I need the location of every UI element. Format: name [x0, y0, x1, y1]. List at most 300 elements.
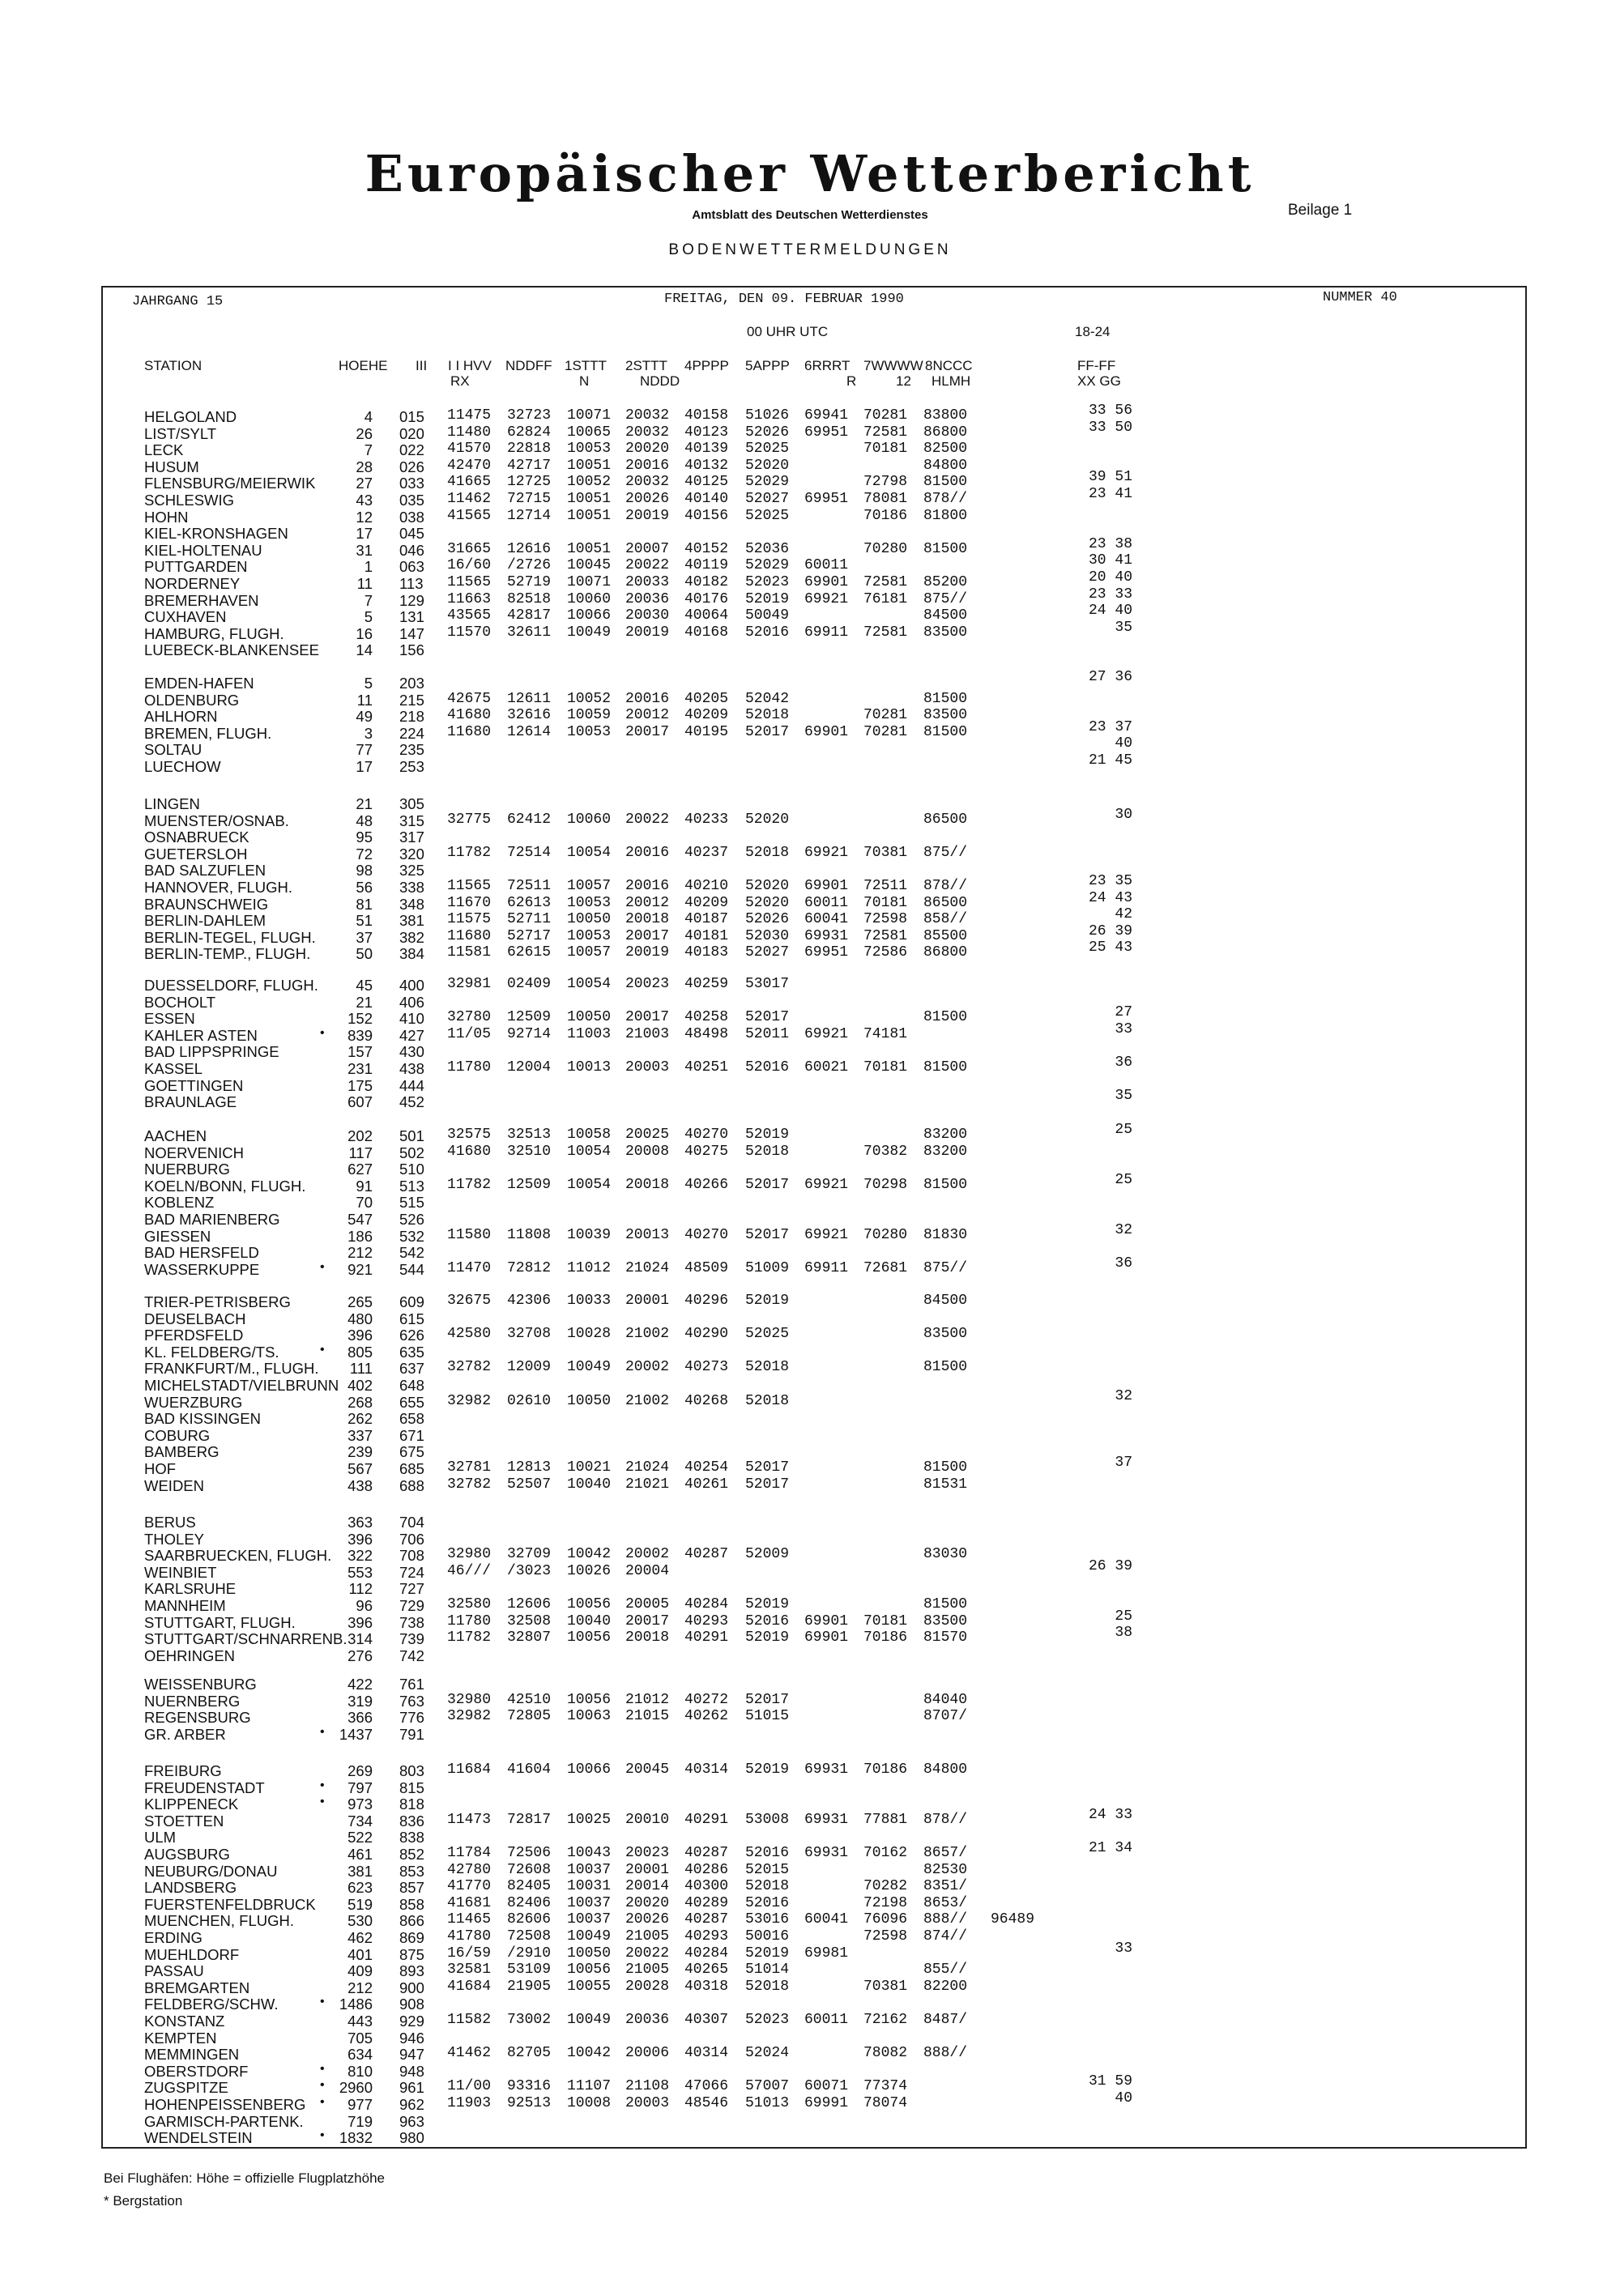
station-iii: 688	[399, 1476, 424, 1494]
station-hoehe: 314	[347, 1630, 373, 1648]
station-name: BERLIN-TEGEL, FLUGH.	[144, 928, 316, 946]
station-iii: 218	[399, 708, 424, 726]
col-header-c1b: RX	[450, 373, 470, 389]
station-hoehe: 239	[347, 1443, 373, 1461]
group-c9: 878//	[923, 491, 968, 507]
station-iii: 852	[399, 1846, 424, 1863]
station-hoehe: 705	[347, 2029, 373, 2047]
group-c9: 84800	[923, 457, 968, 474]
group-c7: 69921	[804, 1025, 849, 1042]
group-c9: 875//	[923, 1259, 968, 1276]
group-c6: 52016	[745, 1612, 790, 1629]
group-c3: 10049	[567, 624, 612, 641]
group-c3: 10021	[567, 1459, 612, 1476]
station-name: DUESSELDORF, FLUGH.	[144, 977, 318, 994]
group-c2: 72817	[507, 1811, 552, 1828]
station-iii: 544	[399, 1260, 424, 1278]
col-header-c4b: NDDD	[640, 373, 680, 389]
jahrgang-label: JAHRGANG 15	[132, 294, 224, 309]
group-c2: 12813	[507, 1459, 552, 1476]
station-name: WEISSENBURG	[144, 1676, 257, 1693]
station-name: OEHRINGEN	[144, 1646, 236, 1664]
group-c4: 20007	[625, 540, 670, 557]
group-c6: 52019	[745, 1293, 790, 1309]
group-c6: 52018	[745, 1359, 790, 1376]
group-c4: 20001	[625, 1861, 670, 1878]
group-c7: 69901	[804, 878, 849, 894]
group-c5: 40209	[684, 894, 729, 911]
group-c1: 41680	[447, 1143, 492, 1160]
group-c6: 52020	[745, 457, 790, 474]
station-iii: 063	[399, 558, 424, 576]
station-iii: 635	[399, 1343, 424, 1361]
group-c3: 10049	[567, 2012, 612, 2028]
group-c3: 11012	[567, 1259, 612, 1276]
group-c6: 52019	[745, 1596, 790, 1612]
station-iii: 348	[399, 895, 424, 913]
station-name: KIEL-HOLTENAU	[144, 541, 262, 559]
group-c1: 32675	[447, 1293, 492, 1309]
station-iii: 706	[399, 1530, 424, 1548]
group-c9: 888//	[923, 1911, 968, 1928]
group-c8: 70381	[863, 1978, 908, 1995]
group-c5: 40195	[684, 723, 729, 740]
station-name: ULM	[144, 1829, 177, 1847]
group-c3: 10051	[567, 457, 612, 474]
group-c2: 92513	[507, 2095, 552, 2111]
station-iii: 818	[399, 1795, 424, 1813]
station-iii: 444	[399, 1076, 424, 1094]
group-c6: 53008	[745, 1811, 790, 1828]
group-c4: 20017	[625, 1612, 670, 1629]
group-c5: 40293	[684, 1928, 729, 1945]
group-c3: 10056	[567, 1629, 612, 1646]
group-c1: 41565	[447, 507, 492, 524]
station-name: ERDING	[144, 1929, 202, 1946]
group-c2: 82705	[507, 2045, 552, 2062]
group-c5: 40205	[684, 690, 729, 707]
group-c5: 40307	[684, 2012, 729, 2028]
station-iii: 853	[399, 1862, 424, 1880]
group-c3: 10050	[567, 1392, 612, 1409]
group-c1: 11580	[447, 1226, 492, 1243]
station-hoehe: 462	[347, 1929, 373, 1946]
group-c4: 20002	[625, 1546, 670, 1563]
mountain-station-marker: •	[320, 2128, 325, 2143]
group-c9: 81500	[923, 1176, 968, 1193]
station-hoehe: 43	[356, 492, 373, 509]
group-c6: 52023	[745, 574, 790, 590]
station-name: MANNHEIM	[144, 1597, 226, 1614]
group-c6: 52017	[745, 1176, 790, 1193]
group-c5: 40284	[684, 1596, 729, 1612]
group-c4: 20023	[625, 1845, 670, 1861]
group-c2: 92714	[507, 1025, 552, 1042]
station-name: KONSTANZ	[144, 2013, 225, 2030]
col-header-c7b: R	[846, 373, 857, 389]
col-header-hoehe: HOEHE	[339, 358, 388, 373]
group-c2: 32513	[507, 1127, 552, 1143]
group-c4: 20003	[625, 2095, 670, 2111]
group-c5: 40290	[684, 1326, 729, 1343]
group-c3: 10055	[567, 1978, 612, 1995]
group-c2: 42817	[507, 607, 552, 624]
group-c7: 69901	[804, 1629, 849, 1646]
station-iii: 727	[399, 1580, 424, 1598]
station-hoehe: 16	[356, 624, 373, 642]
group-c8: 70186	[863, 507, 908, 524]
station-iii: 147	[399, 624, 424, 642]
station-iii: 763	[399, 1692, 424, 1710]
group-c4: 20008	[625, 1143, 670, 1160]
station-name: GIESSEN	[144, 1227, 211, 1245]
group-c1: 11780	[447, 1059, 492, 1076]
group-c2: 12611	[507, 690, 552, 707]
group-c8: 72586	[863, 944, 908, 961]
station-iii: 542	[399, 1244, 424, 1262]
station-hoehe: 3	[364, 724, 373, 742]
group-c8: 78074	[863, 2095, 908, 2111]
station-hoehe: 480	[347, 1310, 373, 1327]
station-hoehe: 396	[347, 1530, 373, 1548]
station-hoehe: 175	[347, 1076, 373, 1094]
group-c7: 60041	[804, 1911, 849, 1928]
group-c1: 46///	[447, 1562, 492, 1579]
wind-gust: 24 33	[1088, 1806, 1132, 1823]
group-c5: 40233	[684, 811, 729, 828]
group-c4: 21002	[625, 1392, 670, 1409]
group-c9: 83500	[923, 707, 968, 724]
group-c1: 11565	[447, 878, 492, 894]
group-c4: 20032	[625, 474, 670, 491]
station-hoehe: 96	[356, 1597, 373, 1614]
station-hoehe: 977	[347, 2096, 373, 2113]
group-c2: 11808	[507, 1226, 552, 1243]
group-c2: 32709	[507, 1546, 552, 1563]
station-iii: 515	[399, 1194, 424, 1212]
group-c1: 11581	[447, 944, 492, 961]
station-hoehe: 77	[356, 741, 373, 759]
station-hoehe: 409	[347, 1962, 373, 1980]
group-c7: 69941	[804, 407, 849, 424]
station-iii: 685	[399, 1460, 424, 1477]
group-c3: 10033	[567, 1293, 612, 1309]
station-hoehe: 363	[347, 1514, 373, 1531]
group-c1: 32782	[447, 1359, 492, 1376]
wind-gust: 38	[1115, 1625, 1132, 1642]
group-extra: 96489	[991, 1911, 1035, 1928]
group-c3: 10050	[567, 1009, 612, 1026]
group-c8: 70281	[863, 407, 908, 424]
group-c4: 20017	[625, 927, 670, 944]
station-iii: 026	[399, 458, 424, 475]
station-hoehe: 381	[347, 1862, 373, 1880]
group-c1: 41770	[447, 1878, 492, 1895]
group-c2: 93316	[507, 2078, 552, 2095]
station-name: NUERBURG	[144, 1161, 230, 1178]
station-iii: 738	[399, 1613, 424, 1631]
group-c4: 20018	[625, 1629, 670, 1646]
station-hoehe: 519	[347, 1895, 373, 1913]
group-c3: 10053	[567, 894, 612, 911]
station-iii: 253	[399, 758, 424, 775]
station-name: FUERSTENFELDBRUCK	[144, 1895, 316, 1913]
group-c1: 31665	[447, 540, 492, 557]
mountain-station-marker: •	[320, 1259, 325, 1274]
group-c8: 70281	[863, 707, 908, 724]
group-c2: 52717	[507, 927, 552, 944]
station-name: KARLSRUHE	[144, 1580, 237, 1598]
station-iii: 015	[399, 408, 424, 425]
time-label: 00 UHR UTC	[747, 324, 829, 339]
mountain-station-marker: •	[320, 1025, 325, 1040]
group-c5: 48546	[684, 2095, 729, 2111]
group-c6: 52025	[745, 507, 790, 524]
station-name: BAD HERSFELD	[144, 1244, 259, 1262]
group-c7: 69921	[804, 844, 849, 861]
station-name: HELGOLAND	[144, 408, 237, 425]
station-hoehe: 396	[347, 1327, 373, 1344]
group-c2: 32508	[507, 1612, 552, 1629]
group-c9: 858//	[923, 911, 968, 928]
group-c4: 20004	[625, 1562, 670, 1579]
group-c6: 52016	[745, 1059, 790, 1076]
group-c2: 82406	[507, 1894, 552, 1911]
group-c2: 32510	[507, 1143, 552, 1160]
group-c2: 62824	[507, 424, 552, 441]
group-c9: 82200	[923, 1978, 968, 1995]
station-hoehe: 4	[364, 408, 373, 425]
group-c2: 42717	[507, 457, 552, 474]
group-c6: 57007	[745, 2078, 790, 2095]
group-c5: 40158	[684, 407, 729, 424]
wind-gust: 33	[1115, 1940, 1132, 1957]
group-c1: 11782	[447, 1629, 492, 1646]
group-c1: 32782	[447, 1476, 492, 1493]
station-hoehe: 17	[356, 758, 373, 775]
group-c5: 40273	[684, 1359, 729, 1376]
station-hoehe: 27	[356, 475, 373, 492]
group-c4: 20020	[625, 1894, 670, 1911]
station-iii: 675	[399, 1443, 424, 1461]
station-iii: 858	[399, 1895, 424, 1913]
group-c4: 20023	[625, 976, 670, 992]
station-hoehe: 11	[356, 575, 373, 592]
group-c2: 52719	[507, 574, 552, 590]
station-name: GR. ARBER	[144, 1725, 226, 1743]
station-name: BAD SALZUFLEN	[144, 862, 266, 880]
wind-gust: 27 36	[1088, 669, 1132, 685]
station-name: KL. FELDBERG/TS.	[144, 1343, 279, 1361]
station-hoehe: 322	[347, 1547, 373, 1565]
group-c4: 20010	[625, 1811, 670, 1828]
col-header-c9b: HLMH	[932, 373, 971, 389]
station-hoehe: 202	[347, 1127, 373, 1144]
station-iii: 046	[399, 541, 424, 559]
group-c6: 52018	[745, 844, 790, 861]
station-iii: 502	[399, 1144, 424, 1161]
group-c4: 21002	[625, 1326, 670, 1343]
group-c2: 42510	[507, 1691, 552, 1708]
group-c9: 81500	[923, 1459, 968, 1476]
station-hoehe: 530	[347, 1912, 373, 1930]
wind-gust: 33 56	[1088, 403, 1132, 419]
station-hoehe: 810	[347, 2062, 373, 2080]
station-iii: 045	[399, 525, 424, 543]
group-c3: 10054	[567, 1176, 612, 1193]
group-c5: 40293	[684, 1612, 729, 1629]
station-hoehe: 212	[347, 1979, 373, 1996]
station-name: LUEBECK-BLANKENSEE	[144, 641, 319, 659]
group-c3: 11107	[567, 2078, 612, 2095]
station-iii: 875	[399, 1945, 424, 1963]
group-c9: 81830	[923, 1226, 968, 1243]
group-c1: 11/00	[447, 2078, 492, 2095]
group-c3: 10066	[567, 607, 612, 624]
group-c4: 20006	[625, 2045, 670, 2062]
group-c3: 10065	[567, 424, 612, 441]
group-c6: 52019	[745, 1127, 790, 1143]
station-name: LECK	[144, 441, 184, 459]
station-iii: 838	[399, 1829, 424, 1847]
wind-gust: 40	[1115, 2090, 1132, 2106]
group-c2: /3023	[507, 1562, 552, 1579]
group-c4: 20036	[625, 2012, 670, 2028]
wind-gust: 30	[1115, 806, 1132, 823]
group-c8: 70186	[863, 1761, 908, 1778]
group-c5: 40258	[684, 1009, 729, 1026]
group-c8: 72581	[863, 424, 908, 441]
group-c1: 32581	[447, 1962, 492, 1979]
group-c5: 40139	[684, 441, 729, 458]
group-c3: 10039	[567, 1226, 612, 1243]
station-name: HAMBURG, FLUGH.	[144, 624, 284, 642]
station-hoehe: 21	[356, 795, 373, 812]
group-c4: 20001	[625, 1293, 670, 1309]
station-hoehe: 337	[347, 1426, 373, 1444]
group-c1: 41681	[447, 1894, 492, 1911]
station-hoehe: 56	[356, 879, 373, 896]
station-name: WUERZBURG	[144, 1393, 243, 1411]
group-c6: 52024	[745, 2045, 790, 2062]
station-iii: 671	[399, 1426, 424, 1444]
group-c9: 83200	[923, 1143, 968, 1160]
station-hoehe: 607	[347, 1093, 373, 1111]
station-name: EMDEN-HAFEN	[144, 675, 254, 692]
station-name: STUTTGART/SCHNARRENB.	[144, 1630, 347, 1648]
station-iii: 338	[399, 879, 424, 896]
group-c6: 52018	[745, 1878, 790, 1895]
group-c7: 60011	[804, 557, 849, 574]
group-c2: 72715	[507, 491, 552, 507]
station-hoehe: 81	[356, 895, 373, 913]
group-c8: 70162	[863, 1845, 908, 1861]
group-c4: 20003	[625, 1059, 670, 1076]
group-c6: 51013	[745, 2095, 790, 2111]
group-c2: 52711	[507, 911, 552, 928]
group-c1: 11680	[447, 723, 492, 740]
group-c8: 70181	[863, 1612, 908, 1629]
station-name: MUENSTER/OSNAB.	[144, 811, 289, 829]
station-iii: 948	[399, 2062, 424, 2080]
station-hoehe: 48	[356, 811, 373, 829]
group-c4: 21005	[625, 1962, 670, 1979]
group-c3: 10053	[567, 723, 612, 740]
group-c5: 40268	[684, 1392, 729, 1409]
group-c6: 52026	[745, 424, 790, 441]
station-name: BAD KISSINGEN	[144, 1410, 261, 1428]
group-c6: 52042	[745, 690, 790, 707]
group-c7: 69951	[804, 944, 849, 961]
group-c4: 20036	[625, 590, 670, 607]
group-c2: 12614	[507, 723, 552, 740]
group-c1: 11782	[447, 844, 492, 861]
station-name: BREMGARTEN	[144, 1979, 250, 1996]
station-name: MUEHLDORF	[144, 1945, 240, 1963]
wind-gust: 24 40	[1088, 603, 1132, 620]
station-iii: 708	[399, 1547, 424, 1565]
group-c4: 20026	[625, 1911, 670, 1928]
station-name: FREIBURG	[144, 1762, 222, 1779]
group-c3: 10060	[567, 811, 612, 828]
station-hoehe: 11	[356, 691, 373, 709]
wind-gust: 20 40	[1088, 569, 1132, 586]
group-c2: 73002	[507, 2012, 552, 2028]
station-hoehe: 319	[347, 1692, 373, 1710]
group-c5: 40182	[684, 574, 729, 590]
station-name: NEUBURG/DONAU	[144, 1862, 278, 1880]
station-name: BAD LIPPSPRINGE	[144, 1043, 279, 1061]
group-c5: 40314	[684, 1761, 729, 1778]
group-c9: 86500	[923, 811, 968, 828]
group-c9: 81800	[923, 507, 968, 524]
group-c6: 52029	[745, 474, 790, 491]
group-c6: 52009	[745, 1546, 790, 1563]
station-hoehe: 567	[347, 1460, 373, 1477]
col-header-c9: 8NCCC	[925, 358, 973, 373]
group-c9: 8657/	[923, 1845, 968, 1861]
group-c6: 52017	[745, 1459, 790, 1476]
group-c3: 10050	[567, 911, 612, 928]
station-name: LINGEN	[144, 795, 200, 812]
group-c8: 70186	[863, 1629, 908, 1646]
group-c9: 85500	[923, 927, 968, 944]
station-iii: 305	[399, 795, 424, 812]
station-name: BAMBERG	[144, 1443, 220, 1461]
station-hoehe: 396	[347, 1613, 373, 1631]
group-c1: 41570	[447, 441, 492, 458]
group-c2: 32616	[507, 707, 552, 724]
station-name: GOETTINGEN	[144, 1076, 244, 1094]
group-c5: 40266	[684, 1176, 729, 1193]
station-iii: 022	[399, 441, 424, 459]
station-hoehe: 50	[356, 945, 373, 963]
wind-gust: 35	[1115, 1088, 1132, 1105]
wind-gust: 23 38	[1088, 535, 1132, 552]
station-hoehe: 623	[347, 1879, 373, 1897]
group-c2: 12725	[507, 474, 552, 491]
group-c1: 11475	[447, 407, 492, 424]
group-c2: 62412	[507, 811, 552, 828]
station-hoehe: 7	[364, 591, 373, 609]
station-iii: 320	[399, 845, 424, 863]
station-name: THOLEY	[144, 1530, 205, 1548]
wind-gust: 25	[1115, 1171, 1132, 1188]
station-iii: 410	[399, 1010, 424, 1028]
group-c2: 72608	[507, 1861, 552, 1878]
station-iii: 325	[399, 862, 424, 880]
group-c2: 52507	[507, 1476, 552, 1493]
